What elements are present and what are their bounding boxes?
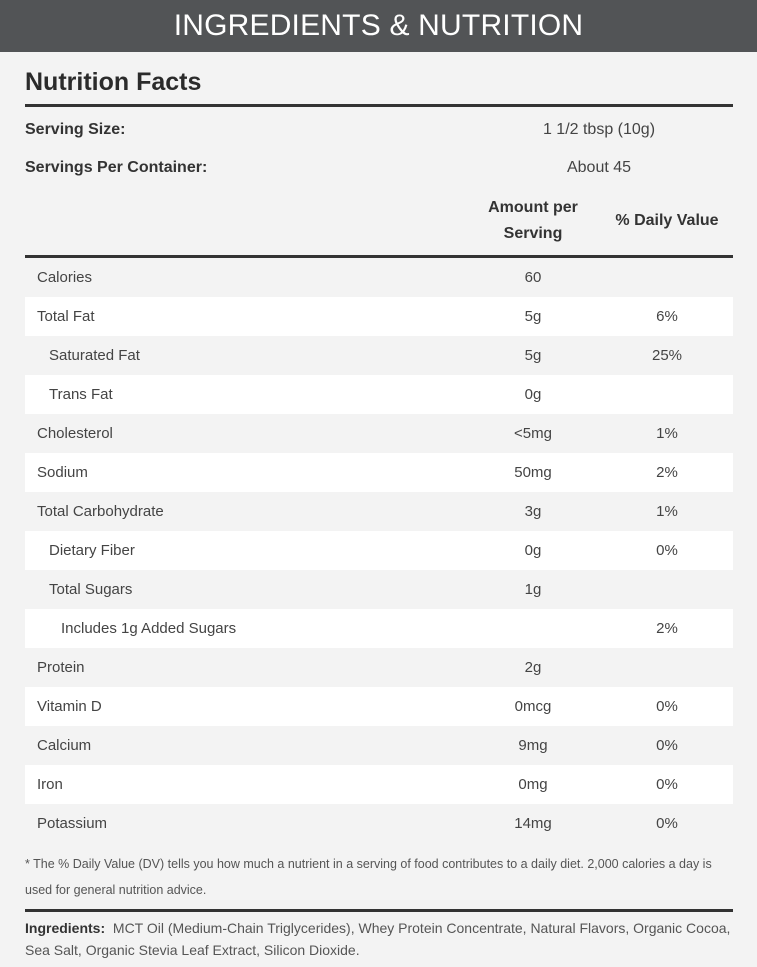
table-row — [25, 531, 733, 570]
nutrient-amount: 3g — [524, 503, 542, 520]
nutrient-table — [25, 258, 733, 843]
dv-header: % Daily Value — [615, 212, 719, 229]
ingredients-label: Ingredients: — [25, 920, 106, 936]
nutrient-dv: 0% — [656, 776, 678, 793]
ingredients — [25, 912, 733, 961]
nutrient-name: Potassium — [37, 815, 108, 832]
nutrition-facts-title: Nutrition Facts — [25, 68, 202, 96]
servings-value: About 45 — [566, 159, 632, 176]
column-header — [25, 187, 733, 255]
serving-size-label: Serving Size: — [25, 121, 126, 138]
nutrient-name: Calcium — [37, 737, 92, 754]
nutrient-dv: 2% — [656, 620, 678, 637]
nutrient-name: Includes 1g Added Sugars — [61, 620, 237, 637]
nutrient-name: Dietary Fiber — [49, 542, 135, 559]
nutrient-dv: 1% — [656, 503, 678, 520]
nutrient-name: Sodium — [37, 464, 88, 481]
nutrient-dv: 1% — [656, 425, 678, 442]
nutrient-amount: 50mg — [514, 464, 552, 481]
nutrient-name: Total Fat — [37, 308, 95, 325]
nutrient-amount: 2g — [524, 659, 542, 676]
amount-header — [465, 195, 601, 247]
nutrient-dv: 0% — [656, 698, 678, 715]
nutrient-amount: 0mcg — [514, 698, 552, 715]
table-row — [25, 414, 733, 453]
servings-per-container-row — [25, 149, 733, 187]
table-row — [25, 453, 733, 492]
nutrient-amount: 9mg — [518, 737, 548, 754]
table-row — [25, 648, 733, 687]
table-row — [25, 258, 733, 297]
nutrient-name: Saturated Fat — [49, 347, 140, 364]
nutrient-amount: 0mg — [518, 776, 548, 793]
nutrient-name: Protein — [37, 659, 85, 676]
nutrient-amount: 1g — [524, 581, 542, 598]
amount-header-line1: Amount per — [488, 199, 578, 216]
table-row — [25, 804, 733, 843]
nutrient-dv: 2% — [656, 464, 678, 481]
table-row — [25, 375, 733, 414]
nutrient-amount: <5mg — [514, 425, 552, 442]
table-row — [25, 336, 733, 375]
nutrient-name: Vitamin D — [37, 698, 102, 715]
nutrition-panel — [0, 52, 757, 961]
table-row — [25, 609, 733, 648]
nutrient-dv: 25% — [651, 347, 683, 364]
nutrient-dv: 0% — [656, 737, 678, 754]
servings-label: Servings Per Container: — [25, 159, 208, 176]
nutrient-name: Trans Fat — [49, 386, 113, 403]
nutrient-amount: 0g — [524, 386, 542, 403]
nutrient-name: Cholesterol — [37, 425, 113, 442]
nutrient-amount: 5g — [524, 347, 542, 364]
table-row — [25, 687, 733, 726]
section-banner: INGREDIENTS & NUTRITION — [0, 0, 757, 52]
nutrient-dv: 6% — [656, 308, 678, 325]
nutrient-name: Calories — [37, 269, 93, 286]
table-row — [25, 297, 733, 336]
nutrient-amount: 60 — [524, 269, 542, 286]
table-row — [25, 726, 733, 765]
table-row — [25, 492, 733, 531]
divider — [25, 104, 733, 107]
amount-header-line2: Serving — [503, 225, 563, 242]
table-row — [25, 765, 733, 804]
serving-size-row — [25, 111, 733, 149]
nutrient-amount: 14mg — [514, 815, 552, 832]
serving-size-value: 1 1/2 tbsp (10g) — [542, 121, 656, 138]
nutrient-amount: 5g — [524, 308, 542, 325]
nutrient-amount: 0g — [524, 542, 542, 559]
ingredients-text: MCT Oil (Medium-Chain Triglycerides), Whey Protein Concentrate, Natural Flavors, Organic Cocoa, Sea Salt, Organic Stevia Leaf Extract, Silicon Dioxide. — [25, 920, 731, 958]
nutrient-name: Total Sugars — [49, 581, 133, 598]
nutrient-name: Total Carbohydrate — [37, 503, 164, 520]
table-row — [25, 570, 733, 609]
nutrient-dv: 0% — [656, 815, 678, 832]
nutrient-dv: 0% — [656, 542, 678, 559]
nutrient-name: Iron — [37, 776, 63, 793]
daily-value-footnote: * The % Daily Value (DV) tells you how much a nutrient in a serving of food contributes to a daily diet. 2,000 calories a day is used for general nutrition advice. — [25, 857, 712, 897]
